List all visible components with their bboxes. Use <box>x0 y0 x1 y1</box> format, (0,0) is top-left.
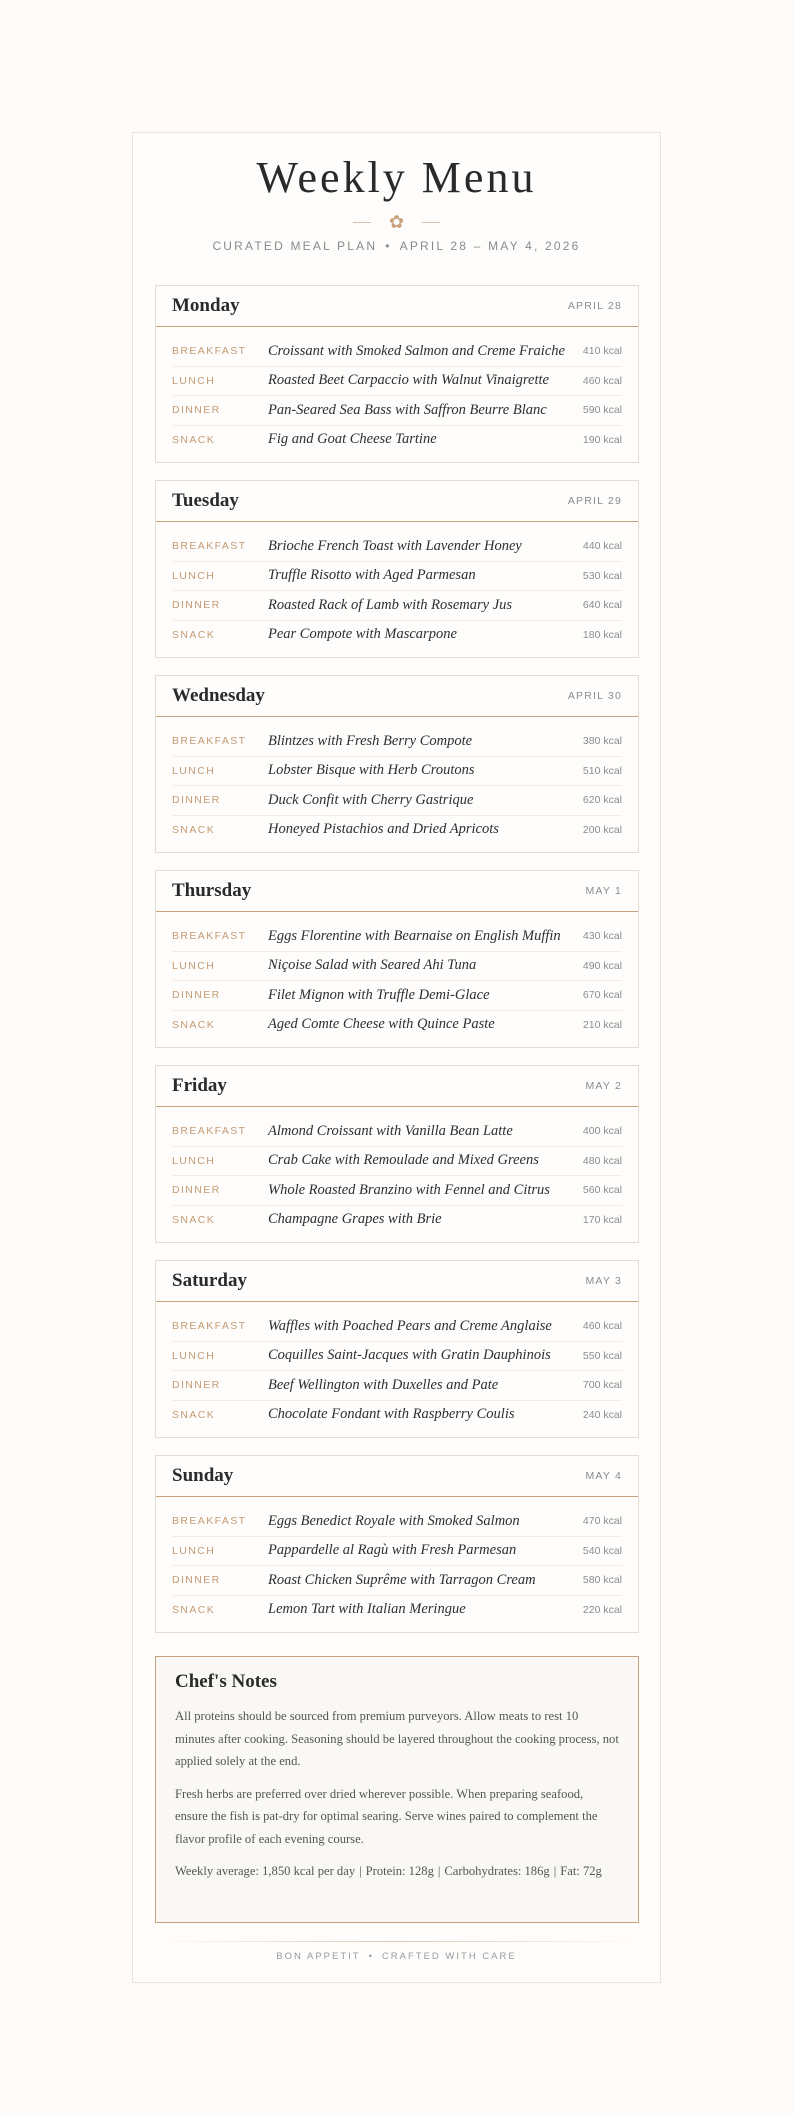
meal-row <box>172 1507 622 1537</box>
meal-dish: Filet Mignon with Truffle Demi-Glace <box>268 986 490 1003</box>
subtitle <box>133 237 660 255</box>
meal-kcal: 410 kcal <box>582 345 622 358</box>
meal-dish: Lobster Bisque with Herb Croutons <box>268 762 475 779</box>
meal-row <box>172 1401 622 1430</box>
meal-type: LUNCH <box>172 1154 216 1167</box>
meal-kcal: 400 kcal <box>582 1125 622 1138</box>
meal-kcal: 200 kcal <box>582 823 622 836</box>
meal-list <box>156 522 638 649</box>
footer-right: CRAFTED WITH CARE <box>381 1951 517 1962</box>
meal-row <box>172 1176 622 1206</box>
meal-kcal: 430 kcal <box>582 930 622 943</box>
meal-type: BREAKFAST <box>172 1125 247 1138</box>
meal-type: BREAKFAST <box>172 1515 247 1528</box>
day-card-monday <box>155 285 639 463</box>
meal-kcal: 510 kcal <box>582 764 622 777</box>
menu-header <box>133 133 660 255</box>
meal-row <box>172 1147 622 1177</box>
subtitle-dates: APRIL 28 – MAY 4, 2026 <box>399 239 581 253</box>
meal-dish: Pan-Seared Sea Bass with Saffron Beurre Blanc <box>268 401 547 418</box>
footer-divider <box>155 1941 639 1942</box>
meal-type: DINNER <box>172 794 221 807</box>
day-name: Saturday <box>172 1270 247 1291</box>
meal-row <box>172 816 622 845</box>
day-date: MAY 2 <box>585 1080 622 1092</box>
meal-dish: Eggs Benedict Royale with Smoked Salmon <box>268 1512 520 1529</box>
day-name: Friday <box>172 1075 227 1096</box>
meal-type: BREAKFAST <box>172 540 247 553</box>
meal-kcal: 480 kcal <box>582 1154 622 1167</box>
meal-type: SNACK <box>172 823 216 836</box>
meal-type: LUNCH <box>172 569 216 582</box>
meal-dish: Roast Chicken Suprême with Tarragon Cream <box>268 1571 536 1588</box>
day-card-friday <box>155 1065 639 1243</box>
meal-type: DINNER <box>172 599 221 612</box>
stats-separator: | <box>359 1864 362 1878</box>
meal-type: LUNCH <box>172 1544 216 1557</box>
meal-row <box>172 426 622 455</box>
meal-dish: Brioche French Toast with Lavender Honey <box>268 537 522 554</box>
meal-type: DINNER <box>172 1379 221 1392</box>
meal-row <box>172 952 622 982</box>
meal-type: SNACK <box>172 628 216 641</box>
meal-list <box>156 1107 638 1234</box>
meal-kcal: 380 kcal <box>582 735 622 748</box>
meal-kcal: 490 kcal <box>582 959 622 972</box>
fat-stat: Fat: 72g <box>560 1864 602 1878</box>
meal-row <box>172 981 622 1011</box>
meal-row <box>172 337 622 367</box>
footer-separator: • <box>368 1951 374 1962</box>
meal-dish: Waffles with Poached Pears and Creme Anglaise <box>268 1317 552 1334</box>
meal-dish: Blintzes with Fresh Berry Compote <box>268 732 473 749</box>
meal-row <box>172 532 622 562</box>
subtitle-plan: CURATED MEAL PLAN <box>212 239 378 253</box>
meal-type: BREAKFAST <box>172 1320 247 1333</box>
notes-paragraph-2: Fresh herbs are preferred over dried wherever possible. When preparing seafood, ensure the fish is pat-dry for optimal searing. Serve wines paired to complement the flavor profile of each evening course. <box>175 1786 598 1846</box>
meal-row <box>172 1596 622 1625</box>
meal-type: SNACK <box>172 1603 216 1616</box>
meal-kcal: 550 kcal <box>582 1349 622 1362</box>
stats-separator: | <box>553 1864 557 1878</box>
meal-dish: Croissant with Smoked Salmon and Creme Fraiche <box>268 342 565 359</box>
day-name: Wednesday <box>172 685 265 706</box>
menu-sheet <box>132 132 661 1983</box>
day-card-sunday <box>155 1455 639 1633</box>
meal-kcal: 470 kcal <box>582 1515 622 1528</box>
meal-kcal: 180 kcal <box>582 628 622 641</box>
meal-kcal: 530 kcal <box>582 569 622 582</box>
meal-dish: Aged Comte Cheese with Quince Paste <box>268 1016 495 1033</box>
day-header <box>156 676 638 717</box>
meal-dish: Duck Confit with Cherry Gastrique <box>268 791 474 808</box>
meal-kcal: 210 kcal <box>582 1018 622 1031</box>
meal-row <box>172 396 622 426</box>
meal-type: LUNCH <box>172 374 216 387</box>
meal-dish: Honeyed Pistachios and Dried Apricots <box>268 821 499 838</box>
meal-dish: Whole Roasted Branzino with Fennel and Citrus <box>268 1181 550 1198</box>
day-header <box>156 1261 638 1302</box>
meal-type: SNACK <box>172 1408 216 1421</box>
meal-kcal: 620 kcal <box>582 794 622 807</box>
day-date: MAY 1 <box>585 885 622 897</box>
meal-row <box>172 727 622 757</box>
meal-list <box>156 1302 638 1429</box>
meal-type: DINNER <box>172 1574 221 1587</box>
meal-dish: Truffle Risotto with Aged Parmesan <box>268 567 476 584</box>
meal-kcal: 540 kcal <box>582 1544 622 1557</box>
meal-row <box>172 1117 622 1147</box>
meal-list <box>156 717 638 844</box>
meal-dish: Pappardelle al Ragù with Fresh Parmesan <box>268 1542 517 1559</box>
meal-list <box>156 912 638 1039</box>
notes-title: Chef's Notes <box>175 1671 277 1692</box>
meal-type: LUNCH <box>172 764 216 777</box>
meal-dish: Crab Cake with Remoulade and Mixed Greens <box>268 1152 539 1169</box>
meal-dish: Niçoise Salad with Seared Ahi Tuna <box>268 957 477 974</box>
meal-type: SNACK <box>172 1018 216 1031</box>
meal-kcal: 460 kcal <box>582 374 622 387</box>
day-name: Tuesday <box>172 490 239 511</box>
meal-type: LUNCH <box>172 959 216 972</box>
ornament-line-left <box>353 222 371 223</box>
day-header <box>156 871 638 912</box>
day-header <box>156 286 638 327</box>
meal-dish: Eggs Florentine with Bearnaise on English Muffin <box>268 927 561 944</box>
meal-dish: Roasted Rack of Lamb with Rosemary Jus <box>268 596 513 613</box>
meal-dish: Roasted Beet Carpaccio with Walnut Vinaigrette <box>268 372 549 389</box>
meal-type: DINNER <box>172 404 221 417</box>
days-list <box>155 285 639 1650</box>
day-date: MAY 3 <box>585 1275 622 1287</box>
chefs-notes <box>155 1656 639 1923</box>
meal-row <box>172 367 622 397</box>
nutrition-stats <box>175 1860 619 1883</box>
day-name: Thursday <box>172 880 252 901</box>
meal-type: LUNCH <box>172 1349 216 1362</box>
day-card-thursday <box>155 870 639 1048</box>
day-header <box>156 1066 638 1107</box>
day-card-wednesday <box>155 675 639 853</box>
day-card-tuesday <box>155 480 639 658</box>
subtitle-separator: • <box>385 239 392 253</box>
day-date: MAY 4 <box>585 1470 622 1482</box>
day-name: Monday <box>172 295 240 316</box>
meal-dish: Beef Wellington with Duxelles and Pate <box>268 1376 499 1393</box>
meal-dish: Lemon Tart with Italian Meringue <box>268 1601 466 1618</box>
footer-left: BON APPETIT <box>276 1951 361 1962</box>
meal-kcal: 670 kcal <box>582 989 622 1002</box>
meal-type: BREAKFAST <box>172 735 247 748</box>
flower-icon: ✿ <box>388 211 405 233</box>
meal-kcal: 590 kcal <box>582 404 622 417</box>
meal-list <box>156 327 638 454</box>
meal-kcal: 170 kcal <box>582 1213 622 1226</box>
meal-kcal: 700 kcal <box>582 1379 622 1392</box>
meal-row <box>172 1342 622 1372</box>
meal-row <box>172 757 622 787</box>
meal-row <box>172 621 622 650</box>
day-name: Sunday <box>172 1465 234 1486</box>
meal-row <box>172 786 622 816</box>
meal-row <box>172 922 622 952</box>
meal-kcal: 240 kcal <box>582 1408 622 1421</box>
meal-row <box>172 562 622 592</box>
meal-row <box>172 1566 622 1596</box>
meal-row <box>172 1206 622 1235</box>
meal-kcal: 190 kcal <box>582 433 622 446</box>
meal-kcal: 640 kcal <box>582 599 622 612</box>
meal-kcal: 580 kcal <box>582 1574 622 1587</box>
meal-row <box>172 1312 622 1342</box>
meal-row <box>172 1537 622 1567</box>
footer <box>133 1951 660 1962</box>
meal-dish: Almond Croissant with Vanilla Bean Latte <box>268 1122 513 1139</box>
meal-row <box>172 591 622 621</box>
meal-kcal: 560 kcal <box>582 1184 622 1197</box>
day-date: APRIL 29 <box>567 495 622 507</box>
ornament-divider <box>133 211 660 233</box>
meal-type: DINNER <box>172 1184 221 1197</box>
meal-row <box>172 1371 622 1401</box>
protein-stat: Protein: 128g <box>365 1864 434 1878</box>
ornament-line-right <box>422 222 440 223</box>
day-card-saturday <box>155 1260 639 1438</box>
meal-type: DINNER <box>172 989 221 1002</box>
meal-dish: Coquilles Saint-Jacques with Gratin Dauphinois <box>268 1347 551 1364</box>
carbohydrates-stat: Carbohydrates: 186g <box>444 1864 550 1878</box>
meal-type: SNACK <box>172 433 216 446</box>
meal-kcal: 460 kcal <box>582 1320 622 1333</box>
day-header <box>156 1456 638 1497</box>
notes-paragraph-1: All proteins should be sourced from premium purveyors. Allow meats to rest 10 minutes after cooking. Seasoning should be layered throughout the cooking process, not applied solely at the end. <box>175 1709 619 1768</box>
stats-separator: | <box>437 1864 441 1878</box>
day-header <box>156 481 638 522</box>
meal-type: BREAKFAST <box>172 345 247 358</box>
meal-dish: Champagne Grapes with Brie <box>268 1211 442 1228</box>
meal-row <box>172 1011 622 1040</box>
page-title: Weekly Menu <box>256 153 537 202</box>
meal-type: SNACK <box>172 1213 216 1226</box>
meal-list <box>156 1497 638 1624</box>
meal-kcal: 440 kcal <box>582 540 622 553</box>
meal-dish: Pear Compote with Mascarpone <box>268 626 457 643</box>
day-date: APRIL 30 <box>567 690 622 702</box>
weekly-average: Weekly average: 1,850 kcal per day <box>175 1864 356 1878</box>
meal-type: BREAKFAST <box>172 930 247 943</box>
meal-dish: Fig and Goat Cheese Tartine <box>268 431 437 448</box>
day-date: APRIL 28 <box>567 300 622 312</box>
meal-kcal: 220 kcal <box>582 1603 622 1616</box>
meal-dish: Chocolate Fondant with Raspberry Coulis <box>268 1406 515 1423</box>
